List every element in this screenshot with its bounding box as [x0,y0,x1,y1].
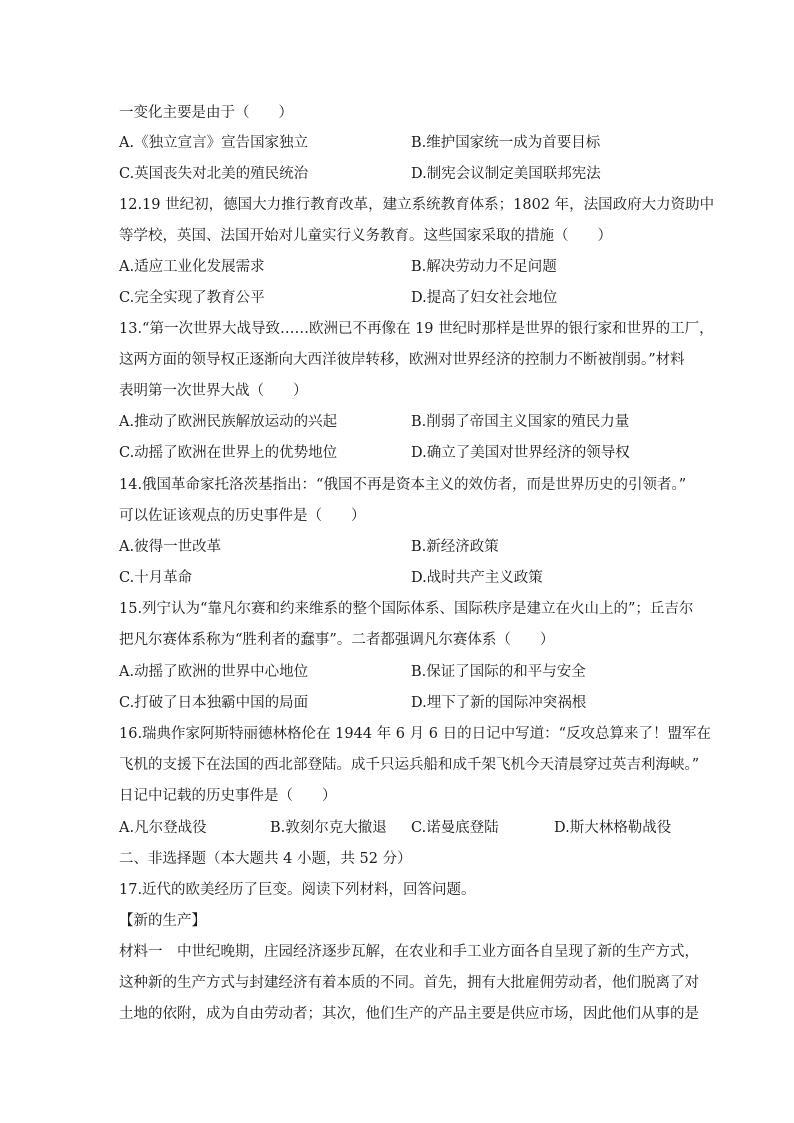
q11-option-c: C.英国丧失对北美的殖民统治 [119,166,309,182]
q13-stem-1: 13.“第一次世界大战导致……欧洲已不再像在 19 世纪时那样是世界的银行家和世界的工厂， [119,321,714,337]
q16-option-d: D.斯大林格勒战役 [554,820,672,836]
q13-option-c: C.动摇了欧洲在世界上的优势地位 [119,445,338,461]
q17-intro: 17.近代的欧美经历了巨变。阅读下列材料，回答问题。 [119,882,476,898]
q12-option-b: B.解决劳动力不足问题 [411,259,557,275]
section-heading: 二、非选择题（本大题共 4 小题，共 52 分） [119,851,412,867]
q11-option-b: B.维护国家统一成为首要目标 [411,135,601,151]
q13-stem-2: 这两方面的领导权正逐渐向大西洋彼岸转移，欧洲对世界经济的控制力不断被削弱。”材料 [119,352,685,368]
q14-option-b: B.新经济政策 [411,539,499,555]
q15-stem-2: 把凡尔赛体系称为“胜利者的蠢事”。二者都强调凡尔赛体系（ ） [119,632,555,648]
q14-stem-2: 可以佐证该观点的历史事件是（ ） [119,508,366,524]
q16-stem-3: 日记中记载的历史事件是（ ） [119,788,337,804]
q12-stem-1: 12.19 世纪初，德国大力推行教育改革，建立系统教育体系；1802 年，法国政府大力资助中 [119,197,715,213]
q16-stem-2: 飞机的支援下在法国的西北部登陆。成千只运兵船和成千架飞机今天清晨穿过英吉利海峡。” [119,757,700,773]
q12-option-a: A.适应工业化发展需求 [119,259,265,275]
q13-stem-3: 表明第一次世界大战（ ） [119,383,308,399]
material1-line-1: 材料一 中世纪晚期，庄园经济逐步瓦解，在农业和手工业方面各自呈现了新的生产方式， [119,944,699,960]
q15-stem-1: 15.列宁认为“靠凡尔赛和约来维系的整个国际体系、国际秩序是建立在火山上的”；丘吉尔 [119,601,694,617]
q15-option-c: C.打破了日本独霸中国的局面 [119,695,309,711]
q14-option-a: A.彼得一世改革 [119,539,222,555]
material1-line-3: 土地的依附，成为自由劳动者；其次，他们生产的产品主要是供应市场，因此他们从事的是 [119,1006,699,1022]
q15-option-a: A.动摇了欧洲的世界中心地位 [119,664,309,680]
q14-stem-1: 14.俄国革命家托洛茨基指出：“俄国不再是资本主义的效仿者，而是世界历史的引领者。” [119,477,687,493]
q13-option-d: D.确立了美国对世界经济的领导权 [411,445,630,461]
q16-option-c: C.诺曼底登陆 [411,820,499,836]
q16-option-a: A.凡尔登战役 [119,820,207,836]
q13-option-a: A.推动了欧洲民族解放运动的兴起 [119,414,338,430]
q12-option-d: D.提高了妇女社会地位 [411,290,558,306]
q16-option-b: B.敦刻尔克大撤退 [270,820,387,836]
q11-option-a: A.《独立宣言》宣告国家独立 [119,135,309,151]
q13-option-b: B.削弱了帝国主义国家的殖民力量 [411,414,630,430]
q14-option-c: C.十月革命 [119,570,193,586]
q12-option-c: C.完全实现了教育公平 [119,290,265,306]
q16-stem-1: 16.瑞典作家阿斯特丽德林格伦在 1944 年 6 月 6 日的日记中写道：“反攻总算来了！盟军在 [119,726,711,742]
q17-subheading: 【新的生产】 [119,913,206,929]
q14-option-d: D.战时共产主义政策 [411,570,543,586]
q11-option-d: D.制宪会议制定美国联邦宪法 [411,166,601,182]
q11-stem-end: 一变化主要是由于（ ） [119,105,293,121]
q15-option-d: D.埋下了新的国际冲突祸根 [411,695,587,711]
q12-stem-2: 等学校，英国、法国开始对儿童实行义务教育。这些国家采取的措施（ ） [119,228,612,244]
q15-option-b: B.保证了国际的和平与安全 [411,664,586,680]
material1-line-2: 这种新的生产方式与封建经济有着本质的不同。首先，拥有大批雇佣劳动者，他们脱离了对 [119,975,699,991]
